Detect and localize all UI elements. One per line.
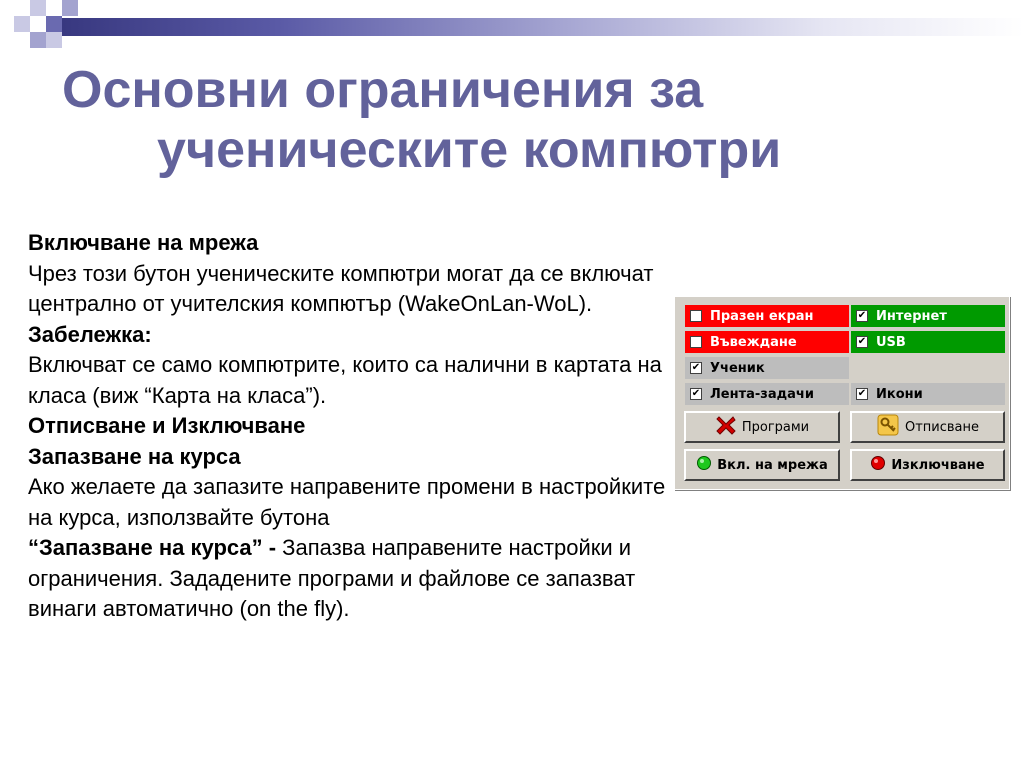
- checkbox-input[interactable]: [685, 331, 849, 353]
- decor-square: [30, 16, 46, 32]
- red-dot-icon: [870, 455, 886, 475]
- decor-square: [30, 0, 46, 16]
- decor-square: [46, 32, 62, 48]
- decor-square: [14, 32, 30, 48]
- restrictions-panel: [674, 296, 1010, 490]
- checkbox-box: [856, 310, 868, 322]
- checkbox-taskbar[interactable]: [685, 383, 849, 405]
- key-icon: [876, 413, 900, 441]
- logoff-button[interactable]: [850, 411, 1005, 443]
- checkbox-label: Интернет: [876, 308, 947, 324]
- header-gradient-bar: [30, 18, 1024, 36]
- checkbox-label: Икони: [876, 386, 923, 402]
- checkbox-internet[interactable]: [851, 305, 1005, 327]
- shutdown-button-label: Изключване: [891, 457, 985, 473]
- logoff-button-label: Отписване: [904, 419, 980, 435]
- checkbox-label: USB: [876, 334, 906, 350]
- slide-title: [62, 60, 992, 180]
- text-note: Включват се само компютрите, които са налични в картата на класа (виж “Карта на класа”).: [28, 352, 662, 408]
- decor-square: [46, 0, 62, 16]
- wake-on-lan-button[interactable]: [684, 449, 840, 481]
- checkbox-box: [690, 388, 702, 400]
- slide-title-line1: Основни ограничения за: [62, 61, 704, 119]
- checkbox-box: [690, 336, 702, 348]
- slide-body: [28, 228, 688, 625]
- text-wake-network: Чрез този бутон ученическите компютри могат да се включат централно от учителския компютър (WakeOnLan-WoL).: [28, 260, 654, 316]
- checkbox-box: [690, 362, 702, 374]
- slide-title-line2: ученическите компютри: [157, 121, 782, 179]
- checkbox-usb[interactable]: [851, 331, 1005, 353]
- decor-square: [62, 0, 78, 16]
- shutdown-button[interactable]: [850, 449, 1005, 481]
- decor-square: [30, 32, 46, 48]
- checkbox-label: Лента-задачи: [710, 386, 814, 402]
- decor-square: [14, 16, 30, 32]
- checkbox-icons[interactable]: [851, 383, 1005, 405]
- text-save-course-detail: [28, 533, 688, 625]
- heading-save-course: Запазване на курса: [28, 443, 241, 469]
- checkbox-blank-screen[interactable]: [685, 305, 849, 327]
- save-course-description: Запазва направените настройки и ограничения. Зададените програми и файлове се запазват винаги автоматично (on the fly).: [28, 535, 636, 621]
- heading-logoff-shutdown: Отписване и Изключване: [28, 413, 306, 438]
- checkbox-label: Празен екран: [710, 308, 814, 324]
- checkbox-label: Въвеждане: [710, 334, 797, 350]
- checkbox-label: Ученик: [710, 360, 765, 376]
- green-dot-icon: [696, 455, 712, 475]
- heading-wake-network: Включване на мрежа: [28, 230, 259, 255]
- programs-button-label: Програми: [741, 419, 810, 435]
- programs-button[interactable]: [684, 411, 840, 443]
- checkbox-box: [856, 336, 868, 348]
- decor-square: [46, 16, 62, 32]
- checkbox-box: [690, 310, 702, 322]
- red-x-icon: [715, 414, 737, 440]
- wake-on-lan-button-label: Вкл. на мрежа: [717, 457, 828, 473]
- checkbox-student[interactable]: [685, 357, 849, 379]
- checkbox-box: [856, 388, 868, 400]
- heading-note: Забележка:: [28, 321, 152, 347]
- save-course-button-name: “Запазване на курса” -: [28, 535, 277, 560]
- text-save-course: Ако желаете да запазите направените промени в настройките на курса, използвайте бутона: [28, 474, 666, 530]
